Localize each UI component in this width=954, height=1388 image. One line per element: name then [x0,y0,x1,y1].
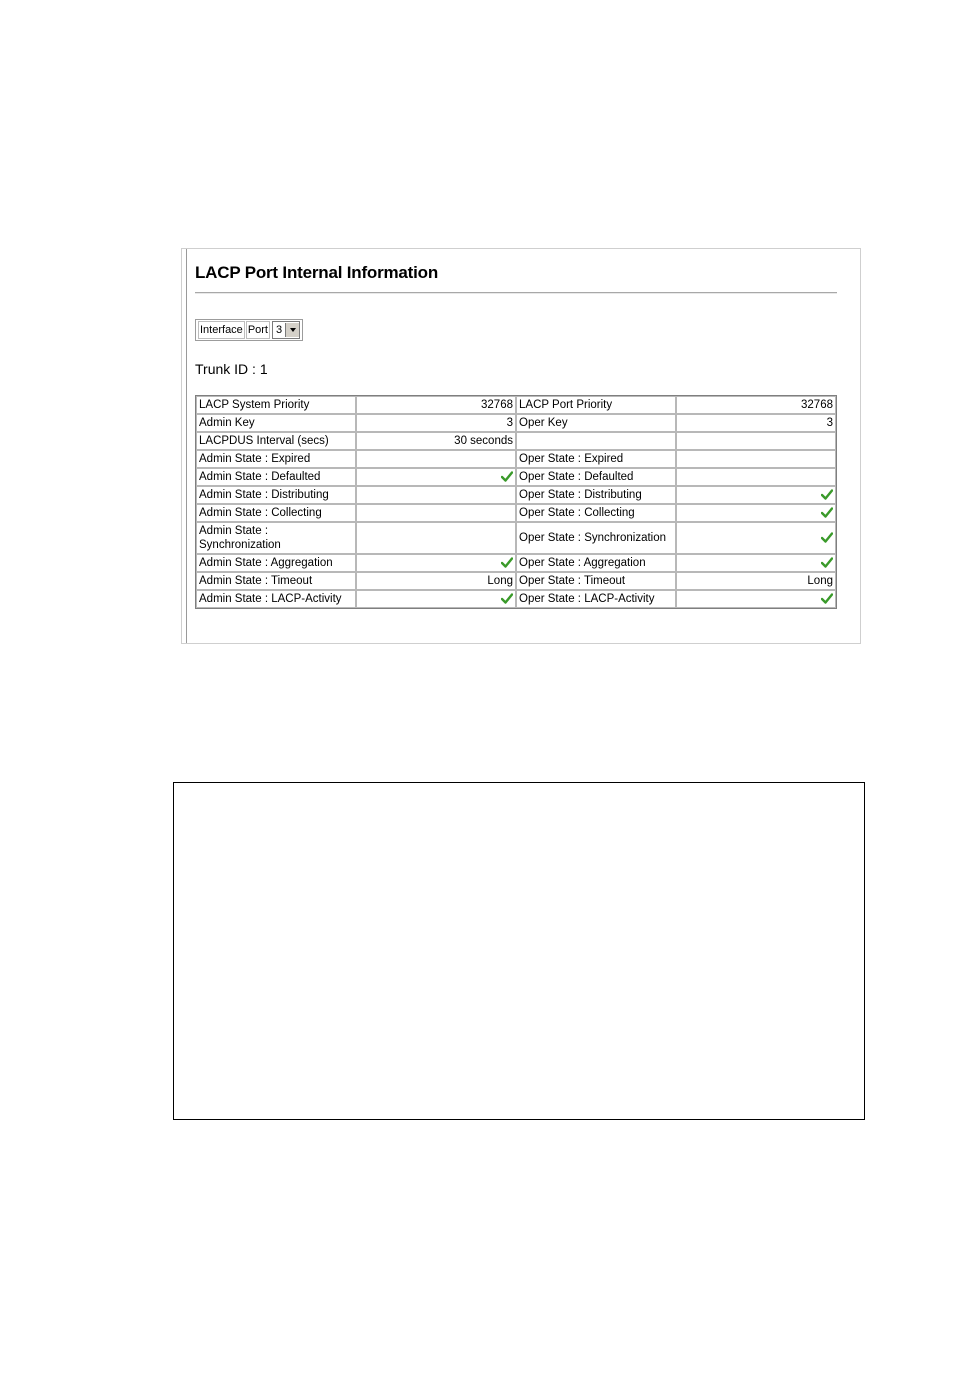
row-label: Admin State : LACP-Activity [196,590,356,608]
row-value-check [676,486,836,504]
port-label: Port [246,321,270,339]
checkmark-icon [821,507,833,518]
row-label: Oper State : Synchronization [516,522,676,554]
lacp-port-internal-screenshot [181,248,861,644]
blank-box [173,782,865,1120]
table-row [196,522,836,554]
table-row [196,504,836,522]
row-label: Admin Key [196,414,356,432]
row-label: Admin State : Timeout [196,572,356,590]
row-value [676,468,836,486]
row-label: Admin State : Expired [196,450,356,468]
row-value [356,486,516,504]
table-row [196,572,836,590]
checkmark-icon [821,532,833,543]
row-value: 32768 [356,396,516,414]
checkmark-icon [821,489,833,500]
lacp-info-table [195,395,837,609]
row-value: Long [356,572,516,590]
row-value [676,432,836,450]
row-value [356,450,516,468]
row-label: Oper State : Timeout [516,572,676,590]
checkmark-icon [501,471,513,482]
row-value: Long [676,572,836,590]
row-label: LACP Port Priority [516,396,676,414]
table-row [196,450,836,468]
port-select[interactable] [272,321,300,339]
row-label: Admin State : Defaulted [196,468,356,486]
checkmark-icon [501,593,513,604]
row-value-check [356,468,516,486]
row-label: Oper State : Distributing [516,486,676,504]
row-value-check [676,554,836,572]
table-row [196,414,836,432]
frame-border [182,249,187,643]
row-value [356,522,516,554]
checkmark-icon [501,557,513,568]
row-label: Oper State : Collecting [516,504,676,522]
table-row [196,432,836,450]
row-value: 3 [356,414,516,432]
row-label: Admin State : Distributing [196,486,356,504]
row-value-check [676,504,836,522]
row-label: Oper State : Defaulted [516,468,676,486]
row-value-check [676,522,836,554]
row-label: Oper State : LACP-Activity [516,590,676,608]
row-value [676,450,836,468]
row-value: 32768 [676,396,836,414]
row-label: LACPDUS Interval (secs) [196,432,356,450]
table-row [196,486,836,504]
table-row [196,554,836,572]
interface-label: Interface [198,321,245,339]
row-value: 30 seconds [356,432,516,450]
row-value: 3 [676,414,836,432]
table-row [196,468,836,486]
row-label: Admin State : Collecting [196,504,356,522]
row-value-check [356,554,516,572]
row-label: Oper State : Aggregation [516,554,676,572]
row-label: LACP System Priority [196,396,356,414]
port-select-value: 3 [276,324,283,336]
chevron-down-icon[interactable] [285,323,299,337]
row-value-check [676,590,836,608]
trunk-id: Trunk ID : 1 [195,361,268,377]
table-row [196,590,836,608]
row-label: Oper Key [516,414,676,432]
row-label: Admin State : Aggregation [196,554,356,572]
table-row [196,396,836,414]
row-label [516,432,676,450]
title-divider [195,292,837,294]
row-label: Admin State : Synchronization [196,522,356,554]
interface-selector [195,319,303,341]
row-value [356,504,516,522]
page-title: LACP Port Internal Information [195,263,439,282]
row-label: Oper State : Expired [516,450,676,468]
checkmark-icon [821,557,833,568]
row-value-check [356,590,516,608]
checkmark-icon [821,593,833,604]
